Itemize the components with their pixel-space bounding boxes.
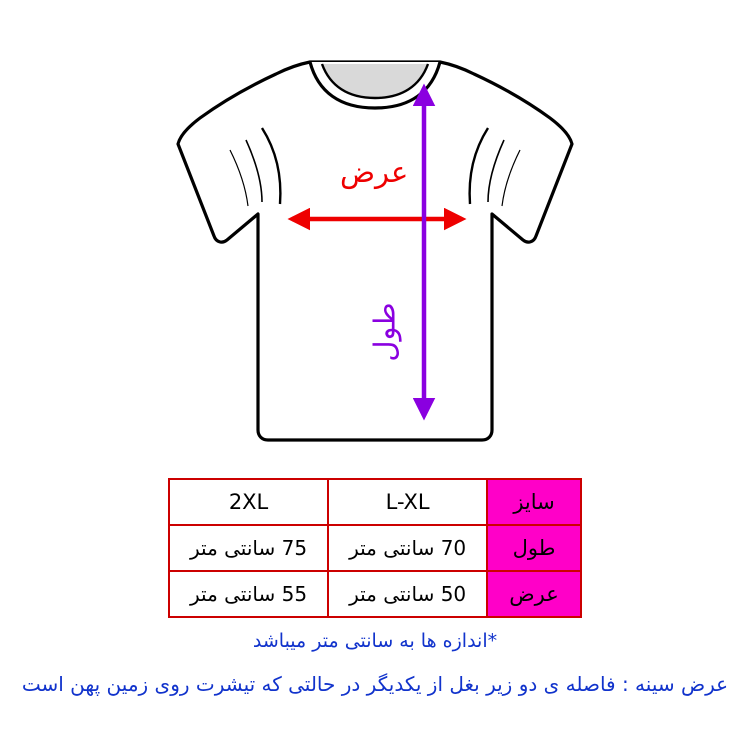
length-2xl-value: 75 سانتی متر (169, 525, 328, 571)
row-label-width: عرض (487, 571, 581, 617)
size-table (168, 478, 582, 618)
width-2xl-value: 55 سانتی متر (169, 571, 328, 617)
length-l-xl-value: 70 سانتی متر (328, 525, 487, 571)
shirt-body (178, 62, 572, 440)
table-header-2xl: 2XL (169, 479, 328, 525)
length-label: طول (367, 302, 402, 362)
width-l-xl-value: 50 سانتی متر (328, 571, 487, 617)
table-header-l-xl: L-XL (328, 479, 487, 525)
width-label: عرض (340, 155, 409, 189)
table-row (169, 571, 581, 617)
note-units: *اندازه ها به سانتی متر میباشد (252, 630, 498, 652)
note-chest-width: عرض سینه : فاصله ی دو زیر بغل از یکدیگر در حالتی که تیشرت روی زمین پهن است (21, 672, 729, 696)
table-row (169, 525, 581, 571)
row-label-length: طول (487, 525, 581, 571)
table-header-row (169, 479, 581, 525)
table-header-size: سایز (487, 479, 581, 525)
